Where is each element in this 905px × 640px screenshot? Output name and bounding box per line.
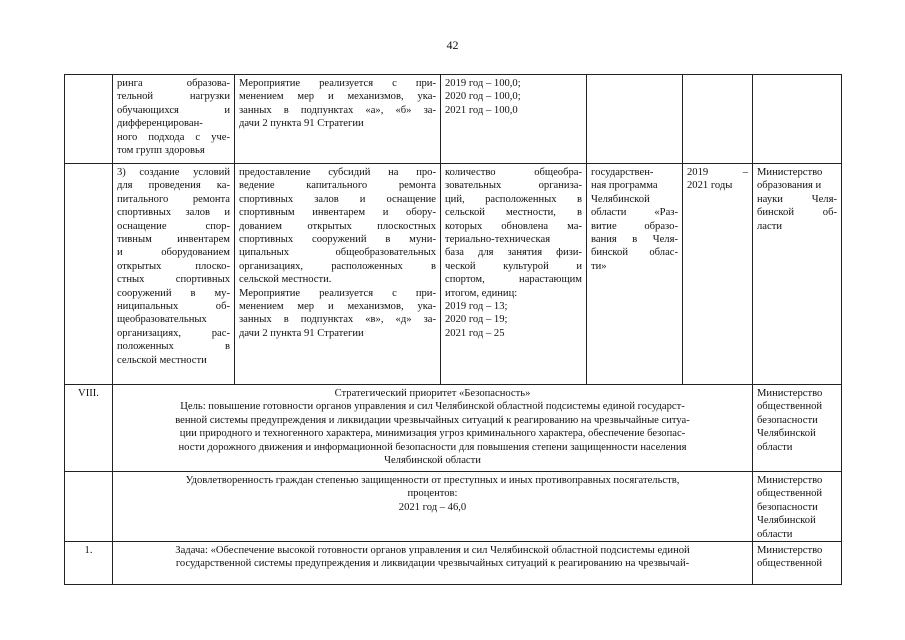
strategy-table	[64, 74, 842, 585]
table-row	[65, 75, 842, 164]
table-row	[65, 542, 842, 585]
responsible-cell: Министерство общественной безопасности Челябинской области	[753, 385, 842, 472]
table-row	[65, 385, 842, 472]
direction-cell: ринга образова- тельной нагрузки обучающихся и дифференцирован- ного подхода с уче- том групп здоровья	[113, 75, 235, 164]
period-cell: 2019 – 2021 годы	[683, 164, 753, 385]
indicator-cell: количество общеобра- зовательных организа- ций, расположенных в сельской местности, в которых обновлена ма- териально-техническая база для занятия физи- ческой культурой и спортом, нарастающим итогом, единиц: 2019 год – 13; 2020 год – 19; 2021 год – 25	[441, 164, 587, 385]
measure-cell: предоставление субсидий на про- ведение капитального ремонта спортивных залов и оснащение спортивным инвентарем и обору- дованием открытых плоскостных спортивных сооружений в муни- ципальных общеобразовательных организациях, расположенных в сельской местности. Мероприятие реализуется с при- менением мер и механизмов, ука- занных в подпунктах «в», «д» за- дачи 2 пункта 91 Стратегии	[235, 164, 441, 385]
target-indicator-cell: Удовлетворенность граждан степенью защищенности от преступных и иных противоправных посягательств, процентов: 2021 год – 46,0	[113, 472, 753, 542]
task-cell: Задача: «Обеспечение высокой готовности органов управления и сил Челябинской областной подсистемы единой государственной системы предупреждения и ликвидации чрезвычайных ситуаций к реагированию на чрезвычай-	[113, 542, 753, 585]
num-cell	[65, 164, 113, 385]
responsible-cell: Министерство образования и науки Челя- бинской об- ласти	[753, 164, 842, 385]
measure-cell: Мероприятие реализуется с при- менением мер и механизмов, ука- занных в подпунктах «а», «б» за- дачи 2 пункта 91 Стратегии	[235, 75, 441, 164]
page-number: 42	[446, 38, 459, 52]
num-cell	[65, 472, 113, 542]
priority-heading: Стратегический приоритет «Безопасность»	[334, 388, 531, 399]
num-cell	[65, 75, 113, 164]
program-cell: государствен- ная программа Челябинской области «Раз- витие образо- вания в Челя- бинской облас- ти»	[587, 164, 683, 385]
direction-cell: 3) создание условий для проведения ка- питального ремонта спортивных залов и оснащение спор- тивным инвентарем и оборудованием открытых плоско- стных спортивных сооружений в му- ниципальных об- щеобразовательных организациях, рас- положенных в сельской местности	[113, 164, 235, 385]
section-heading-cell: Стратегический приоритет «Безопасность» Цель: повышение готовности органов управления и сил Челябинской областной подсистемы единой государст- венной системы предупреждения и ликвидации чрезвычайных ситуаций к реагированию на чрезвычайные ситуа- ции природного и техногенного характера, минимизация угроз криминального характера, обеспечение безопас- ности дорожного движения и информационной безопасности для повышения степени защищенности населения Челябинской области	[113, 385, 753, 472]
section-number: VIII.	[65, 385, 113, 472]
responsible-cell: Министерство общественной	[753, 542, 842, 585]
table-row	[65, 472, 842, 542]
table-row	[65, 164, 842, 385]
period-cell	[683, 75, 753, 164]
task-number: 1.	[65, 542, 113, 585]
indicator-cell: 2019 год – 100,0; 2020 год – 100,0; 2021 год – 100,0	[441, 75, 587, 164]
responsible-cell	[753, 75, 842, 164]
responsible-cell: Министерство общественной безопасности Челябинской области	[753, 472, 842, 542]
program-cell	[587, 75, 683, 164]
